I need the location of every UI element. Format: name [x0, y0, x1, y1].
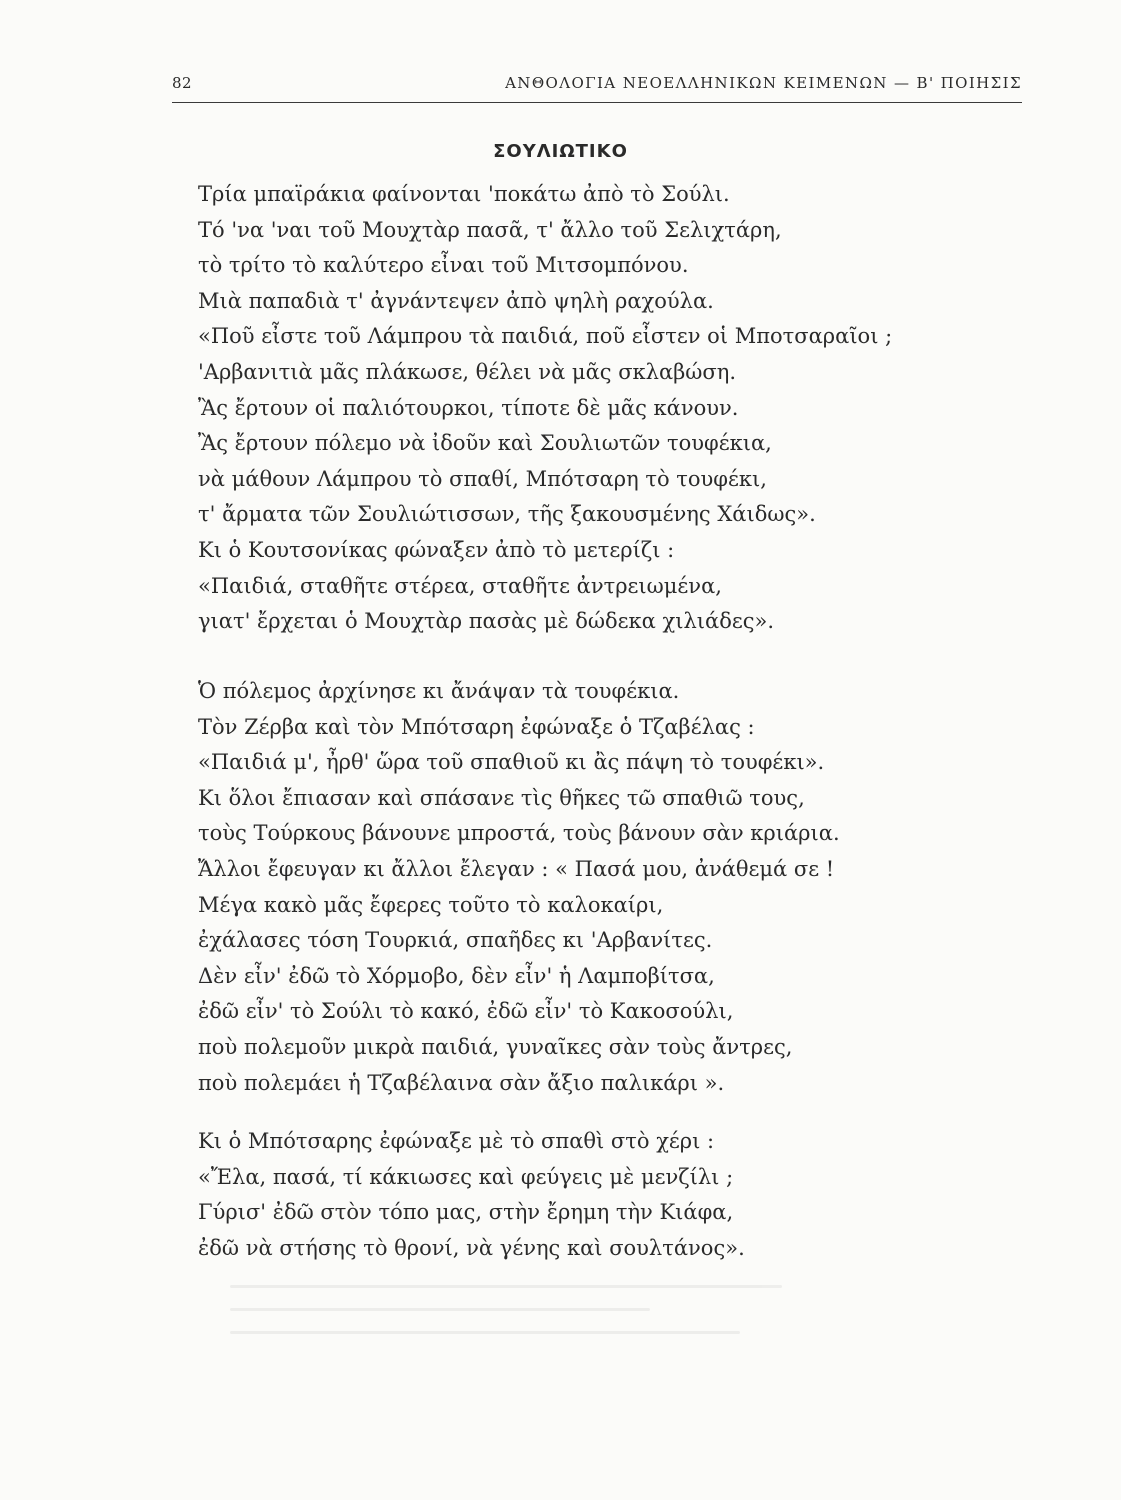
poem-line: Μιὰ παπαδιὰ τ' ἀγνάντεψεν ἀπὸ ψηλὴ ραχούλα.	[198, 288, 714, 313]
page-header	[172, 72, 1022, 98]
poem-line: γιατ' ἔρχεται ὁ Μουχτὰρ πασὰς μὲ δώδεκα χιλιάδες».	[198, 609, 775, 634]
poem-line: ποὺ πολεμοῦν μικρὰ παιδιά, γυναῖκες σὰν τοὺς ἄντρες,	[198, 1034, 793, 1059]
stanza-3	[198, 1124, 1028, 1266]
poem-title: ΣΟΥΛΙΩΤΙΚΟ	[493, 141, 628, 162]
poem-line: Ἂς ἔρτουν οἱ παλιότουρκοι, τίποτε δὲ μᾶς κάνουν.	[198, 395, 739, 420]
poem-line: ποὺ πολεμάει ἡ Τζαβέλαινα σὰν ἄξιο παλικάρι ».	[198, 1070, 725, 1095]
poem-line: Ἄλλοι ἔφευγαν κι ἄλλοι ἔλεγαν : « Πασά μου, ἀνάθεμά σε !	[198, 856, 835, 881]
stanza-2	[198, 674, 1028, 1101]
running-head: ΑΝΘΟΛΟΓΙΑ ΝΕΟΕΛΛΗΝΙΚΩΝ ΚΕΙΜΕΝΩΝ — Β' ΠΟΙΗΣΙΣ	[505, 74, 1022, 92]
poem-line: Γύρισ' ἐδῶ στὸν τόπο μας, στὴν ἔρημη τὴν Κιάφα,	[198, 1200, 734, 1225]
poem-line: Τρία μπαϊράκια φαίνονται 'ποκάτω ἀπὸ τὸ Σούλι.	[198, 182, 730, 206]
page-number: 82	[172, 74, 193, 92]
poem-line: «Παιδιά μ', ἦρθ' ὥρα τοῦ σπαθιοῦ κι ἂς πάψη τὸ τουφέκι».	[198, 750, 825, 775]
poem-line: τ' ἄρματα τῶν Σουλιώτισσων, τῆς ξακουσμένης Χάιδως».	[198, 502, 816, 527]
poem-line: Δὲν εἶν' ἐδῶ τὸ Χόρμοβο, δὲν εἶν' ἡ Λαμποβίτσα,	[198, 963, 715, 988]
reverse-page-bleed-through	[230, 1285, 830, 1385]
poem-line: «Ἔλα, πασά, τί κάκιωσες καὶ φεύγεις μὲ μενζίλι ;	[198, 1164, 734, 1189]
poem-line: Ἂς ἔρτουν πόλεμο νὰ ἰδοῦν καὶ Σουλιωτῶν τουφέκια,	[198, 431, 772, 456]
poem-line: Ὁ πόλεμος ἀρχίνησε κι ἄνάψαν τὰ τουφέκια.	[198, 679, 680, 703]
poem-line: «Παιδιά, σταθῆτε στέρεα, σταθῆτε ἀντρειωμένα,	[198, 573, 722, 598]
poem-line: Κι ὅλοι ἔπιασαν καὶ σπάσανε τὶς θῆκες τῶ σπαθιῶ τους,	[198, 785, 805, 810]
poem-line: ἐδῶ εἶν' τὸ Σούλι τὸ κακό, ἐδῶ εἶν' τὸ Κακοσούλι,	[198, 999, 734, 1024]
poem-line: ἐδῶ νὰ στήσης τὸ θρονί, νὰ γένης καὶ σουλτάνος».	[198, 1235, 745, 1260]
poem-line: Κι ὁ Μπότσαρης ἐφώναξε μὲ τὸ σπαθὶ στὸ χέρι :	[198, 1129, 715, 1153]
poem-line: Τό 'να 'ναι τοῦ Μουχτὰρ πασᾶ, τ' ἄλλο τοῦ Σελιχτάρη,	[198, 217, 782, 242]
poem-line: Μέγα κακὸ μᾶς ἔφερες τοῦτο τὸ καλοκαίρι,	[198, 892, 664, 917]
poem-line: Κι ὁ Κουτσονίκας φώναξεν ἀπὸ τὸ μετερίζι :	[198, 537, 675, 562]
poem-line: ἐχάλασες τόση Τουρκιά, σπαῆδες κι 'Αρβανίτες.	[198, 928, 713, 953]
poem-line: τὸ τρίτο τὸ καλύτερο εἶναι τοῦ Μιτσομπόνου.	[198, 253, 689, 278]
stanza-1	[198, 177, 1028, 640]
poem-line: 'Αρβανιτιὰ μᾶς πλάκωσε, θέλει νὰ μᾶς σκλαβώση.	[198, 359, 737, 384]
poem-line: νὰ μάθουν Λάμπρου τὸ σπαθί, Μπότσαρη τὸ τουφέκι,	[198, 466, 767, 491]
poem-line: τοὺς Τούρκους βάνουνε μπροστά, τοὺς βάνουν σὰν κριάρια.	[198, 821, 840, 846]
poem-line: Τὸν Ζέρβα καὶ τὸν Μπότσαρη ἐφώναξε ὁ Τζαβέλας :	[198, 714, 755, 739]
header-rule	[172, 102, 1022, 103]
poem-line: «Ποῦ εἶστε τοῦ Λάμπρου τὰ παιδιά, ποῦ εἶστεν οἱ Μποτσαραῖοι ;	[198, 324, 893, 349]
